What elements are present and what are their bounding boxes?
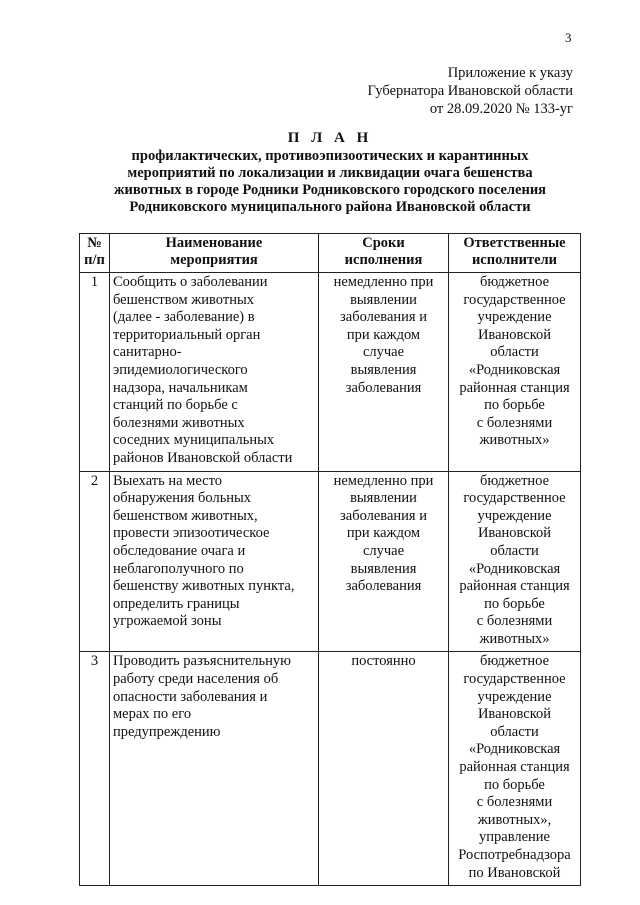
cell-line: угрожаемой зоны xyxy=(113,613,222,630)
cell-line: Ивановской xyxy=(477,706,552,723)
cell-line: заболевания xyxy=(345,379,422,396)
cell-line: работу среди населения об xyxy=(113,671,279,688)
cell-line: районная станция xyxy=(459,379,570,396)
cell-activity xyxy=(110,652,319,886)
cell-line: районов Ивановской области xyxy=(113,449,293,466)
cell-line: бешенству животных пункта, xyxy=(113,578,295,595)
cell-line: немедленно при xyxy=(333,472,434,489)
cell-line: районная станция xyxy=(459,759,570,776)
cell-line: Сообщить о заболевании xyxy=(113,274,268,290)
document-title xyxy=(80,130,580,216)
cell-line: (далее - заболевание) в xyxy=(113,309,255,326)
cell-line: случае xyxy=(362,344,405,361)
cell-line: случае xyxy=(362,542,405,559)
cell-line: опасности заболевания и xyxy=(113,688,268,705)
cell-line: управление xyxy=(479,829,550,846)
table-row xyxy=(80,471,581,652)
cell-line: по борьбе xyxy=(484,397,545,414)
title-line: Родниковского муниципального района Ивановской области xyxy=(129,199,531,215)
cell-line: территориальный орган xyxy=(113,326,261,343)
title-line: профилактических, противоэпизоотических и карантинных xyxy=(131,148,529,164)
cell-line: санитарно- xyxy=(113,344,182,361)
cell-line: бюджетное xyxy=(479,472,550,489)
cell-deadline xyxy=(319,273,449,472)
title-heading: П Л А Н xyxy=(287,130,373,146)
cell-line: заболевания xyxy=(345,578,422,595)
cell-line: бюджетное xyxy=(479,274,550,290)
cell-activity xyxy=(110,273,319,472)
cell-line: животных» xyxy=(479,432,550,449)
cell-line: государственное xyxy=(463,671,566,688)
cell-line: станций по борьбе с xyxy=(113,397,238,414)
cell-line: определить границы xyxy=(113,595,240,612)
cell-line: провести эпизоотическое xyxy=(113,525,270,542)
cell-line: животных» xyxy=(479,630,550,647)
cell-line: с болезнями xyxy=(476,794,553,811)
cell-responsible xyxy=(449,273,581,472)
cell-responsible xyxy=(449,652,581,886)
cell-line: обследование очага и xyxy=(113,542,246,559)
cell-line: выявлении xyxy=(350,490,417,507)
cell-activity xyxy=(110,471,319,652)
cell-line: по борьбе xyxy=(484,595,545,612)
cell-line: учреждение xyxy=(477,507,552,524)
cell-line: мерах по его xyxy=(113,706,192,723)
cell-line: немедленно при xyxy=(333,274,434,290)
cell-deadline xyxy=(319,471,449,652)
cell-line: Выехать на место xyxy=(113,472,222,489)
cell-line: бюджетное xyxy=(479,653,550,670)
cell-line: по Ивановской xyxy=(468,864,561,881)
cell-line: бешенством животных xyxy=(113,291,254,308)
cell-line: заболевания и xyxy=(340,309,427,326)
header-responsible: Ответственные исполнители xyxy=(449,234,581,273)
page-number: 3 xyxy=(565,30,572,45)
cell-line: предупреждению xyxy=(113,723,221,740)
cell-line: при каждом xyxy=(346,525,421,542)
appendix-line: от 28.09.2020 № 133-уг xyxy=(429,101,573,117)
cell-line: выявления xyxy=(350,361,417,378)
cell-line: с болезнями xyxy=(476,613,553,630)
cell-line: заболевания и xyxy=(340,507,427,524)
header-activity: Наименование мероприятия xyxy=(110,234,319,273)
table-header-row xyxy=(80,234,581,273)
appendix-line: Приложение к указу xyxy=(447,65,573,81)
cell-line: «Родниковская xyxy=(468,361,561,378)
appendix-note xyxy=(368,64,573,118)
cell-line: постоянно xyxy=(351,653,416,670)
cell-line: обнаружения больных xyxy=(113,490,252,507)
cell-line: соседних муниципальных xyxy=(113,432,275,449)
appendix-line: Губернатора Ивановской области xyxy=(367,83,573,99)
cell-line: бешенством животных, xyxy=(113,507,258,524)
cell-line: районная станция xyxy=(459,578,570,595)
cell-line: болезнями животных xyxy=(113,414,245,431)
cell-number: 1 xyxy=(80,273,110,472)
cell-line: по борьбе xyxy=(484,776,545,793)
cell-line: выявления xyxy=(350,560,417,577)
cell-line: государственное xyxy=(463,291,566,308)
cell-line: «Родниковская xyxy=(468,560,561,577)
cell-line: Ивановской xyxy=(477,525,552,542)
title-line: мероприятий по локализации и ликвидации очага бешенства xyxy=(127,165,533,181)
cell-line: при каждом xyxy=(346,326,421,343)
title-line: животных в городе Родники Родниковского городского поселения xyxy=(113,182,547,198)
cell-line: неблагополучного по xyxy=(113,560,244,577)
cell-line: учреждение xyxy=(477,688,552,705)
cell-number: 2 xyxy=(80,471,110,652)
cell-responsible xyxy=(449,471,581,652)
cell-line: животных», xyxy=(477,811,552,828)
plan-table xyxy=(79,233,581,886)
cell-line: государственное xyxy=(463,490,566,507)
cell-line: Проводить разъяснительную xyxy=(113,653,292,670)
cell-line: области xyxy=(490,542,539,559)
cell-line: надзора, начальникам xyxy=(113,379,248,396)
cell-line: области xyxy=(490,723,539,740)
cell-line: учреждение xyxy=(477,309,552,326)
cell-line: эпидемиологического xyxy=(113,361,248,378)
header-number: № п/п xyxy=(80,234,110,273)
cell-line: с болезнями xyxy=(476,414,553,431)
cell-deadline xyxy=(319,652,449,886)
cell-line: выявлении xyxy=(350,291,417,308)
table-row xyxy=(80,273,581,472)
cell-line: Роспотребнадзора xyxy=(458,847,571,863)
cell-number: 3 xyxy=(80,652,110,886)
cell-line: области xyxy=(490,344,539,361)
cell-line: «Родниковская xyxy=(468,741,561,758)
cell-line: Ивановской xyxy=(477,326,552,343)
header-deadline: Сроки исполнения xyxy=(319,234,449,273)
table-row xyxy=(80,652,581,886)
